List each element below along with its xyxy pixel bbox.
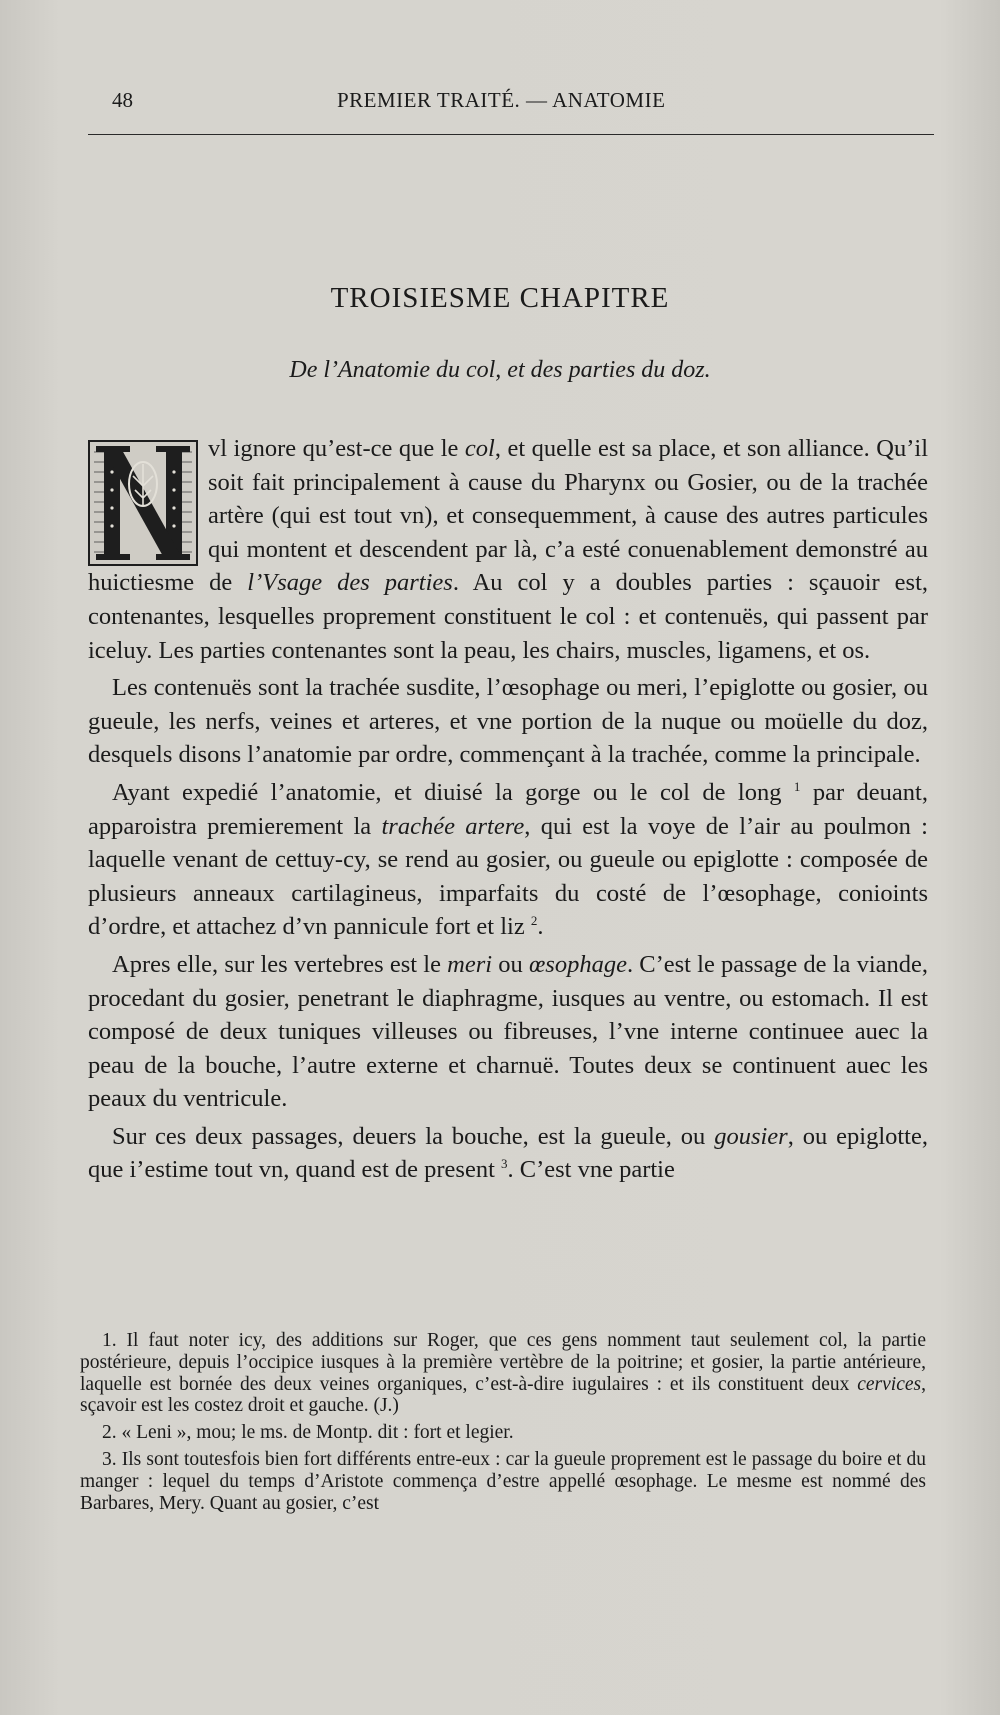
p4-text-a: Apres elle, sur les vertebres est le <box>112 950 448 978</box>
p3-text-b: par deuant, apparoistra premierement la <box>88 778 928 840</box>
p5-text-a: Sur ces deux passages, deuers la bouche, est la gueule, ou <box>112 1122 715 1150</box>
paragraph-2: Les contenuës sont la trachée susdite, l’œsophage ou meri, l’epiglotte ou gosier, ou gueule, les nerfs, veines et arteres, et vne portion de la nuque ou moüelle du doz, desquels disons l’anatomie par ordre, commençant à la trachée, comme la principale. <box>88 674 928 769</box>
p1-italic-col: col <box>464 435 495 462</box>
chapter-subtitle: De l’Anatomie du col, et des parties du doz. <box>289 357 711 383</box>
body-text <box>88 432 928 1191</box>
footnote-ref-2[interactable]: 2 <box>530 913 538 929</box>
p4-italic-meri: meri <box>447 950 493 978</box>
p4-text-e: . C’est le passage de la viande, procedant du gosier, penetrant le diaphragme, iusques au ventre, ou estomach. Il est composé de deux tuniques villeuses ou fibreuses, l’vne interne continuee auec la peau de la bouche, l’autre externe et charnuë. Toutes deux se continuent auec les peaux du ventricule. <box>88 950 928 1113</box>
p5-text-c: , ou epiglotte, que i’estime tout vn, quand est de present <box>88 1122 928 1184</box>
footnote-2: 2. « Leni », mou; le ms. de Montp. dit : fort et legier. <box>102 1422 514 1444</box>
paragraph-1 <box>88 432 928 667</box>
p1-text-e: . Au col y a doubles parties : sçauoir est, contenantes, lesquelles proprement constituent le col : et contenuës, qui passent par iceluy. Les parties contenantes sont la peau, les chairs, muscles, ligamens, et os. <box>88 569 928 664</box>
page-number: 48 <box>112 88 133 112</box>
paragraph-5 <box>88 1120 928 1187</box>
p3-italic-trachee: trachée artere <box>381 812 525 840</box>
fn1-italic-cervices: cervices <box>857 1373 922 1395</box>
p5-text-d: . C’est vne partie <box>507 1156 675 1184</box>
p1-text-a: vl ignore qu’est-ce que le <box>208 435 465 462</box>
ornamental-initial <box>88 440 198 566</box>
footnote-1 <box>80 1330 926 1417</box>
footnote-ref-3[interactable]: 3 <box>501 1156 508 1172</box>
chapter-title: TROISIESME CHAPITRE <box>330 282 670 314</box>
p3-text-a: Ayant expedié l’anatomie, et diuisé la gorge ou le col de long <box>112 778 794 806</box>
paragraph-3 <box>88 776 928 944</box>
p4-italic-oesophage: œsophage <box>528 950 627 978</box>
footnotes <box>80 1330 926 1519</box>
p1-italic-usage: l’Vsage des parties <box>247 569 453 597</box>
p3-text-d: , qui est la voye de l’air au poulmon : laquelle venant de cettuy-cy, se rend au gosier, ou gueule ou epiglotte : composée de plusieurs anneaux cartilagineus, imparfaits du costé de l’œsophage, conioints d’ordre, et attachez d’vn pannicule fort et liz <box>88 812 928 941</box>
footnote-3: 3. Ils sont toutesfois bien fort différents entre-eux : car la gueule proprement est le passage du boire et du manger : lequel du temps d’Aristote commença d’estre appellé œsophage. Le mesme est nommé des Barbares, Mery. Quant au gosier, c’est <box>80 1448 926 1514</box>
running-title: PREMIER TRAITÉ. — ANATOMIE <box>337 88 666 112</box>
fn1-text-a: 1. Il faut noter icy, des additions sur Roger, que ces gens nomment taut seulement col, la partie postérieure, depuis l’occipice iusques à la première vertèbre de la poitrine; et gosier, la partie antérieure, laquelle est bornée des deux veines organiques, c’est-à-dire iugulaires : et ils constituent deux <box>80 1330 926 1395</box>
p1-text-c: , et quelle est sa place, et son alliance. Qu’il soit fait principalement à cause du Pharynx ou Gosier, ou de la trachée artère (qui est tout vn), et consequemment, à cause des autres particules qui montent et descendent par là, c’a esté conuenablement demonstré au huictiesme de <box>88 435 929 597</box>
p3-text-e: . <box>537 913 544 941</box>
ornamental-initial-icon <box>90 442 196 564</box>
p5-italic-gousier: gousier <box>714 1122 788 1150</box>
header-rule <box>88 134 934 135</box>
footnote-ref-1[interactable]: 1 <box>793 778 801 794</box>
fn1-text-c: , sçavoir est les costez droit et gauche. (J.) <box>80 1373 926 1417</box>
running-header <box>112 88 934 118</box>
paragraph-4 <box>88 948 928 1116</box>
p4-text-c: ou <box>492 950 529 978</box>
